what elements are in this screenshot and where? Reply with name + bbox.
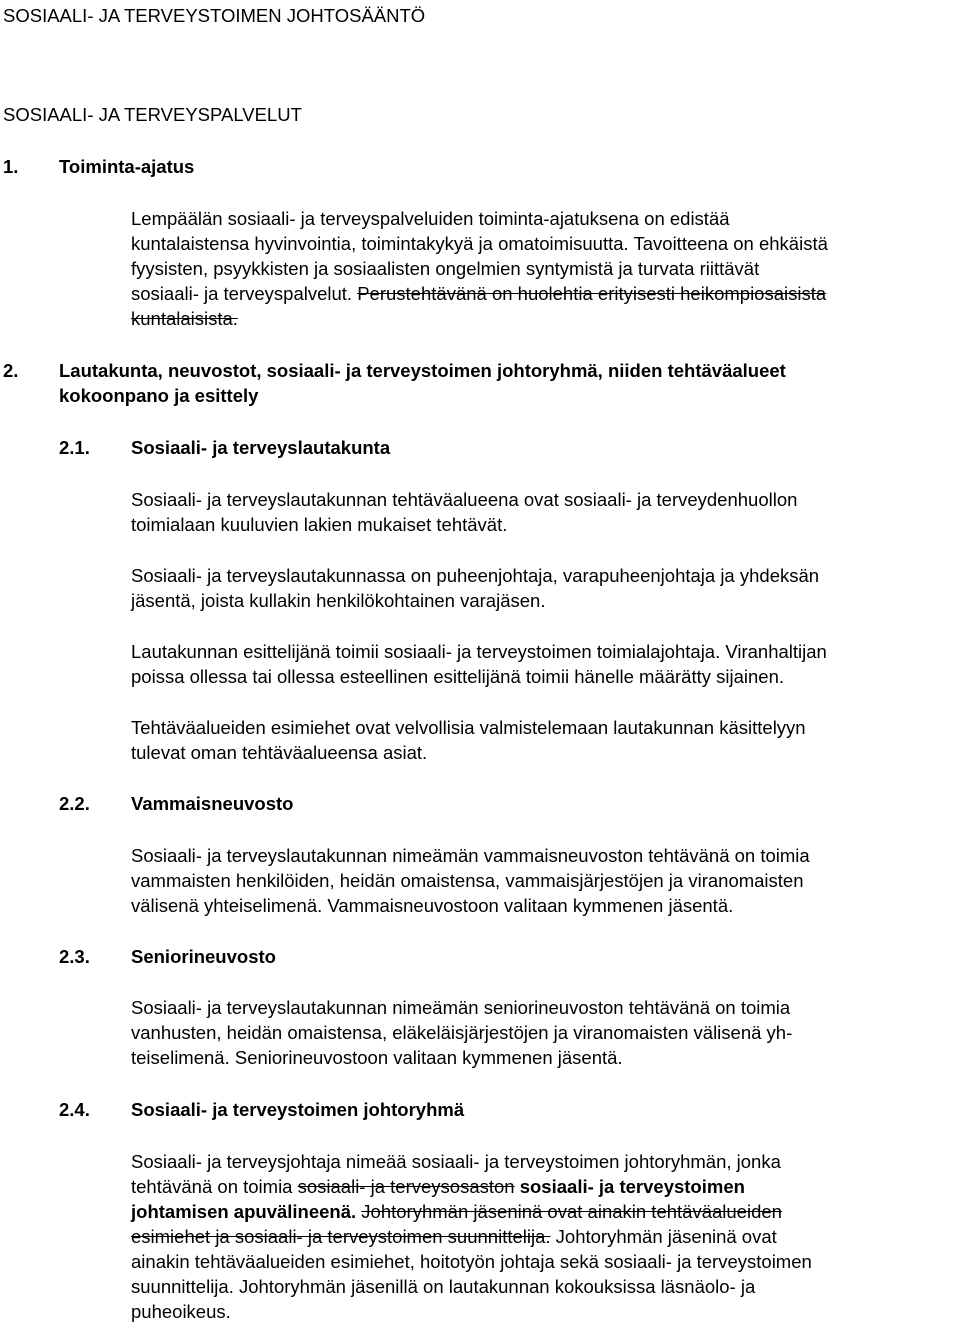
section-2-3-number: 2.3. xyxy=(59,946,90,967)
section-1-number: 1. xyxy=(3,156,19,177)
struck-text: kuntalaisista. xyxy=(131,308,238,329)
section-2-3-heading: Seniorineuvosto xyxy=(131,946,276,967)
section-2-1-text-line: toimialaan kuuluvien lakien mukaiset tehtävät. xyxy=(131,514,508,535)
text-segment: tehtävänä on toimia xyxy=(131,1176,298,1197)
section-2-4-text-line: puheoikeus. xyxy=(131,1301,231,1322)
struck-text: Johtoryhmän jäseninä ovat ainakin tehtäväalueiden xyxy=(361,1201,782,1222)
struck-text: esimiehet ja sosiaali- ja terveystoimen suunnittelija. xyxy=(131,1226,551,1247)
section-1-text-line: Lempäälän sosiaali- ja terveyspalveluiden toiminta-ajatuksena on edistää xyxy=(131,208,730,229)
section-1-text-line: kuntalaistensa hyvinvointia, toimintakykyä ja omatoimisuutta. Tavoitteena on ehkäistä xyxy=(131,233,828,254)
section-title: SOSIAALI- JA TERVEYSPALVELUT xyxy=(3,104,302,125)
section-2-1-number: 2.1. xyxy=(59,437,90,458)
section-1-heading: Toiminta-ajatus xyxy=(59,156,195,177)
text-segment: sosiaali- ja terveyspalvelut. xyxy=(131,283,358,304)
section-2-1-text-line: Lautakunnan esittelijänä toimii sosiaali- ja terveystoimen toimialajohtaja. Viranhaltijan xyxy=(131,641,827,662)
section-2-1-heading: Sosiaali- ja terveyslautakunta xyxy=(131,437,391,458)
section-1-text-line: fyysisten, psyykkisten ja sosiaalisten ongelmien syntymistä ja turvata riittävät xyxy=(131,258,760,279)
section-2-4-text-line: ainakin tehtäväalueiden esimiehet, hoitotyön johtaja sekä sosiaali- ja terveystoimen xyxy=(131,1251,812,1272)
section-2-4-text-line xyxy=(131,1226,777,1248)
section-2-heading: kokoonpano ja esittely xyxy=(59,385,259,406)
section-2-number: 2. xyxy=(3,360,19,381)
section-2-4-heading: Sosiaali- ja terveystoimen johtoryhmä xyxy=(131,1099,465,1120)
section-2-3-text-line: teiselimenä. Seniorineuvostoon valitaan kymmenen jäsentä. xyxy=(131,1047,623,1068)
struck-text: sosiaali- ja terveysosaston xyxy=(297,1176,515,1197)
section-2-4-text-line xyxy=(131,1176,745,1198)
section-2-4-text-line: suunnittelija. Johtoryhmän jäsenillä on lautakunnan kokouksissa läsnäolo- ja xyxy=(131,1276,756,1297)
section-2-2-number: 2.2. xyxy=(59,793,90,814)
section-2-2-text-line: Sosiaali- ja terveyslautakunnan nimeämän vammaisneuvoston tehtävänä on toimia xyxy=(131,845,810,866)
inserted-bold-text: johtamisen apuvälineenä. xyxy=(131,1201,362,1222)
struck-text: Perustehtävänä on huolehtia erityisesti heikompiosaisista xyxy=(357,283,827,304)
section-2-heading: Lautakunta, neuvostot, sosiaali- ja terveystoimen johtoryhmä, niiden tehtäväalueet xyxy=(59,360,786,381)
text-segment: Johtoryhmän jäseninä ovat xyxy=(550,1226,777,1247)
inserted-bold-text: sosiaali- ja terveystoimen xyxy=(514,1176,745,1197)
section-2-3-text-line: Sosiaali- ja terveyslautakunnan nimeämän seniorineuvoston tehtävänä on toimia xyxy=(131,997,791,1018)
section-2-1-text-line: Sosiaali- ja terveyslautakunnassa on puheenjohtaja, varapuheenjohtaja ja yhdeksän xyxy=(131,565,820,586)
section-2-1-text-line: Sosiaali- ja terveyslautakunnan tehtäväalueena ovat sosiaali- ja terveydenhuollon xyxy=(131,489,798,510)
section-2-1-text-line: tulevat oman tehtäväalueensa asiat. xyxy=(131,742,428,763)
section-2-4-number: 2.4. xyxy=(59,1099,90,1120)
document-title: SOSIAALI- JA TERVEYSTOIMEN JOHTOSÄÄNTÖ xyxy=(3,5,426,26)
section-1-text-line xyxy=(131,283,826,305)
section-2-4-text-line: Sosiaali- ja terveysjohtaja nimeää sosiaali- ja terveystoimen johtoryhmän, jonka xyxy=(131,1151,781,1172)
section-2-2-text-line: vammaisten henkilöiden, heidän omaistensa, vammaisjärjestöjen ja viranomaisten xyxy=(131,870,804,891)
section-2-1-text-line: Tehtäväalueiden esimiehet ovat velvollisia valmistelemaan lautakunnan käsittelyyn xyxy=(131,717,806,738)
section-2-1-text-line: poissa ollessa tai ollessa esteellinen esittelijänä toimii hänelle määrätty sijainen. xyxy=(131,666,784,687)
section-2-2-heading: Vammaisneuvosto xyxy=(131,793,294,814)
section-2-3-text-line: vanhusten, heidän omaistensa, eläkeläisjärjestöjen ja viranomaisten välisenä yh- xyxy=(131,1022,793,1043)
section-2-1-text-line: jäsentä, joista kullakin henkilökohtainen varajäsen. xyxy=(131,590,546,611)
section-2-2-text-line: välisenä yhteiselimenä. Vammaisneuvostoon valitaan kymmenen jäsentä. xyxy=(131,895,734,916)
section-2-4-text-line xyxy=(131,1201,782,1223)
